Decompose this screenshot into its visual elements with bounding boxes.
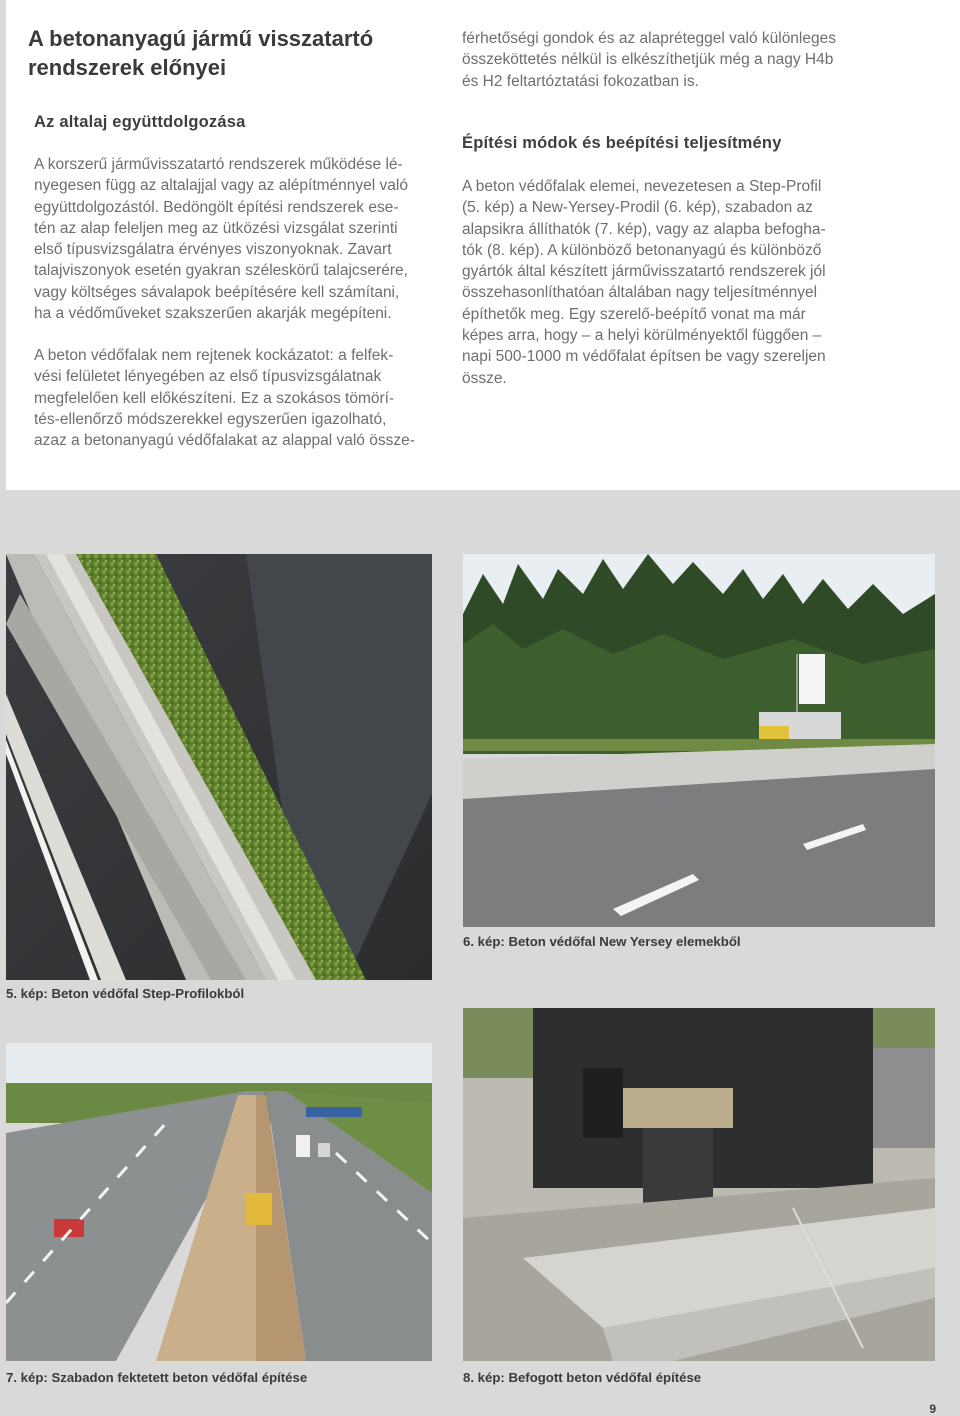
paragraph-subsoil-1: A korszerű járművisszatartó rendszerek működése lé- nyegesen függ az altalajjal vagy az alépítménnyel való együttdolgozástól. Bedöngölt építési rendszerek ese- tén az alap feleljen meg az ütközési vizsgálat szerinti első típusvizsgálatra érvényes viszonyoknak. Zavart talajviszonyok esetén gyakran széleskörű talajcserére, vagy költséges sávalapok beépítésére kell számítani, ha a védőműveket szakszerűen akarják megépíteni.: [34, 156, 408, 323]
page-title: A betonanyagú jármű visszatartó rendszerek előnyei: [28, 26, 374, 80]
figure-8-photo: [463, 1008, 935, 1361]
figure-6-caption: 6. kép: Beton védőfal New Yersey elemekből: [463, 934, 741, 949]
section-heading-subsoil: Az altalaj együttdolgozása: [34, 113, 246, 131]
figure-7-photo: [6, 1043, 432, 1361]
figure-5-caption: 5. kép: Beton védőfal Step-Profilokból: [6, 986, 245, 1001]
figure-7-caption: 7. kép: Szabadon fektetett beton védőfal építése: [6, 1370, 308, 1385]
figure-5-photo: [6, 554, 432, 980]
page-number: 9: [929, 1402, 936, 1416]
paragraph-subsoil-2: A beton védőfalak nem rejtenek kockázatot: a felfek- vési felületet lényegében az első típusvizsgálatnak megfelelően kell előkészíteni. Ez a szokásos tömörí- tés-ellenőrző módszerekkel egyszerűen igazolható, azaz a betonanyagú védőfalakat az alappal való össze-: [34, 347, 415, 450]
paragraph-construction: A beton védőfalak elemei, nevezetesen a Step-Profil (5. kép) a New-Yersey-Prodil (6. kép), szabadon az alapsikra állíthatók (7. kép), vagy az alapba befogha- tók (8. kép). A különböző betonanyagú és különböző gyártók által készített járművisszatartó rendszerek jól összehasonlíthatóan általában nagy teljesítménnyel építhetők meg. Egy szerelő-beépítő vonat ma már képes arra, hogy – a helyi körülményektől függően – napi 500-1000 m védőfalat építsen be vagy szereljen össze.: [462, 178, 826, 387]
paragraph-continued: férhetőségi gondok és az alapréteggel való különleges összeköttetés nélkül is elkészíthetjük még a nagy H4b és H2 feltartóztatási fokozatban is.: [462, 30, 836, 90]
figure-6-photo: [463, 554, 935, 927]
figure-8-caption: 8. kép: Befogott beton védőfal építése: [463, 1370, 702, 1385]
section-heading-construction: Építési módok és beépítési teljesítmény: [462, 134, 782, 152]
